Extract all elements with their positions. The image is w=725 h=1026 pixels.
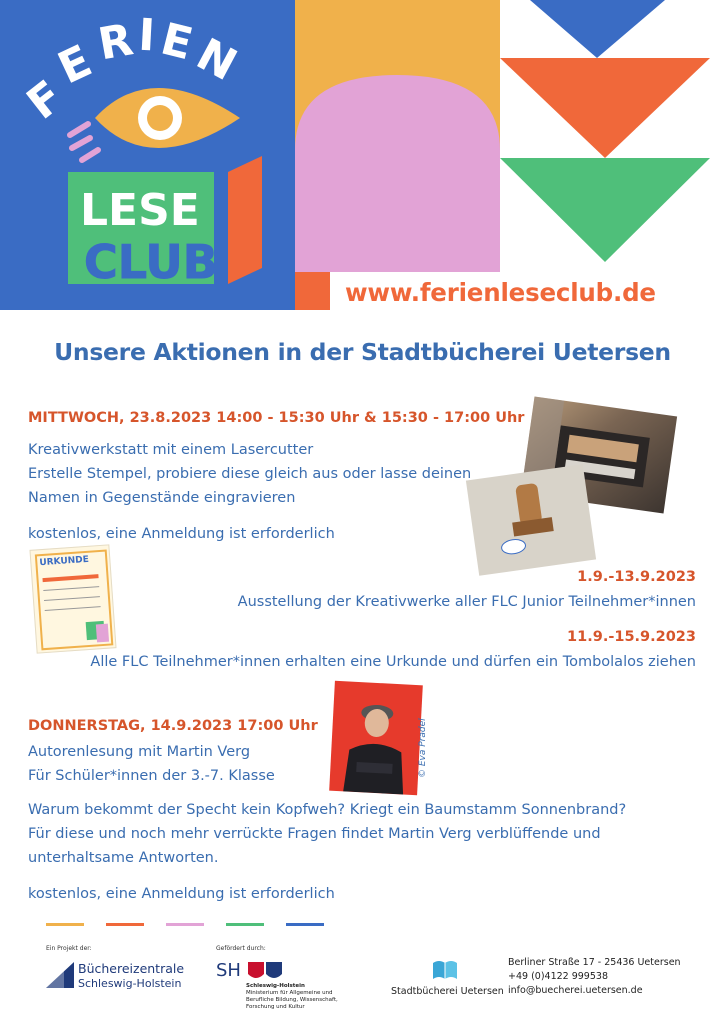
book-spine [228, 156, 262, 284]
logo-word-lese: LESE [80, 185, 200, 236]
event4-desc1: Warum bekommt der Specht kein Kopfweh? Kriegt ein Baumstamm Sonnenbrand? [28, 802, 627, 818]
event4-desc3: unterhaltsame Antworten. [28, 850, 219, 866]
logo-letter: N [188, 28, 245, 92]
ministry-line1: Ministerium für Allgemeine und [246, 990, 333, 996]
photo-credit: © Eva Pradel [418, 718, 428, 778]
library-book-icon [432, 955, 458, 981]
page-title: Unsere Aktionen in der Stadtbücherei Uetersen [54, 338, 671, 366]
swatch-orange [106, 923, 144, 926]
event1-line3: Namen in Gegenstände eingravieren [28, 490, 296, 506]
author-photo [329, 681, 423, 795]
project-label: Ein Projekt der: [46, 945, 92, 952]
logo-letter: I [137, 9, 157, 62]
geometric-artwork [295, 0, 725, 310]
eye-iris [147, 105, 173, 131]
swatch-green [226, 923, 264, 926]
event4-line2: Für Schüler*innen der 3.-7. Klasse [28, 768, 275, 784]
event4-note: kostenlos, eine Anmeldung ist erforderlich [28, 886, 335, 902]
event2-date: 1.9.-13.9.2023 [577, 569, 696, 585]
ferien-lese-club-logo [0, 0, 295, 310]
event1-note: kostenlos, eine Anmeldung ist erforderlich [28, 526, 335, 542]
event3-date: 11.9.-15.9.2023 [567, 629, 696, 645]
logo-word-club: CLUB [84, 235, 218, 289]
funded-label: Gefördert durch: [216, 945, 266, 952]
event2-text: Ausstellung der Kreativwerke aller FLC Junior Teilnehmer*innen [237, 594, 696, 610]
bz-logo-icon [46, 962, 74, 988]
swatch-yellow [46, 923, 84, 926]
bz-name-line1: Büchereizentrale [78, 961, 185, 976]
event3-text: Alle FLC Teilnehmer*innen erhalten eine Urkunde und dürfen ein Tombolalos ziehen [90, 654, 696, 670]
event1-line1: Kreativwerkstatt mit einem Lasercutter [28, 442, 314, 458]
library-email[interactable]: info@buecherei.uetersen.de [508, 985, 643, 996]
library-address: Berliner Straße 17 - 25436 Uetersen [508, 957, 681, 968]
certificate-image [29, 544, 116, 653]
author-illustration [329, 681, 423, 795]
website-url[interactable]: www.ferienleseclub.de [345, 278, 656, 307]
library-name: Stadtbücherei Uetersen [391, 986, 504, 997]
ministry-title: Schleswig-Holstein [246, 983, 305, 989]
logo-letter: E [155, 13, 198, 71]
stamp-illustration [466, 464, 596, 575]
certificate-title: URKUNDE [39, 554, 90, 569]
ministry-line2: Berufliche Bildung, Wissenschaft, [246, 997, 338, 1003]
event1-date: MITTWOCH, 23.8.2023 14:00 - 15:30 Uhr & 15:30 - 17:00 Uhr [28, 410, 525, 426]
logo-letter: E [50, 35, 100, 95]
event4-line1: Autorenlesung mit Martin Verg [28, 744, 251, 760]
logo-letter: F [17, 71, 73, 130]
event1-line2: Erstelle Stempel, probiere diese gleich aus oder lasse deinen [28, 466, 472, 482]
event4-date: DONNERSTAG, 14.9.2023 17:00 Uhr [28, 718, 318, 734]
ministry-line3: Forschung und Kultur [246, 1004, 305, 1010]
event4-desc2: Für diese und noch mehr verrückte Fragen findet Martin Verg verblüffende und [28, 826, 601, 842]
logo-letter: R [94, 14, 137, 71]
bz-name-line2: Schleswig-Holstein [78, 977, 182, 990]
library-phone: +49 (0)4122 999538 [508, 971, 608, 982]
swatch-blue [286, 923, 324, 926]
header-banner [0, 0, 725, 310]
sh-abbr: SH [216, 960, 241, 981]
sh-coat-of-arms-icon [246, 960, 284, 982]
stamp-photo [466, 464, 596, 575]
swatch-pink [166, 923, 204, 926]
